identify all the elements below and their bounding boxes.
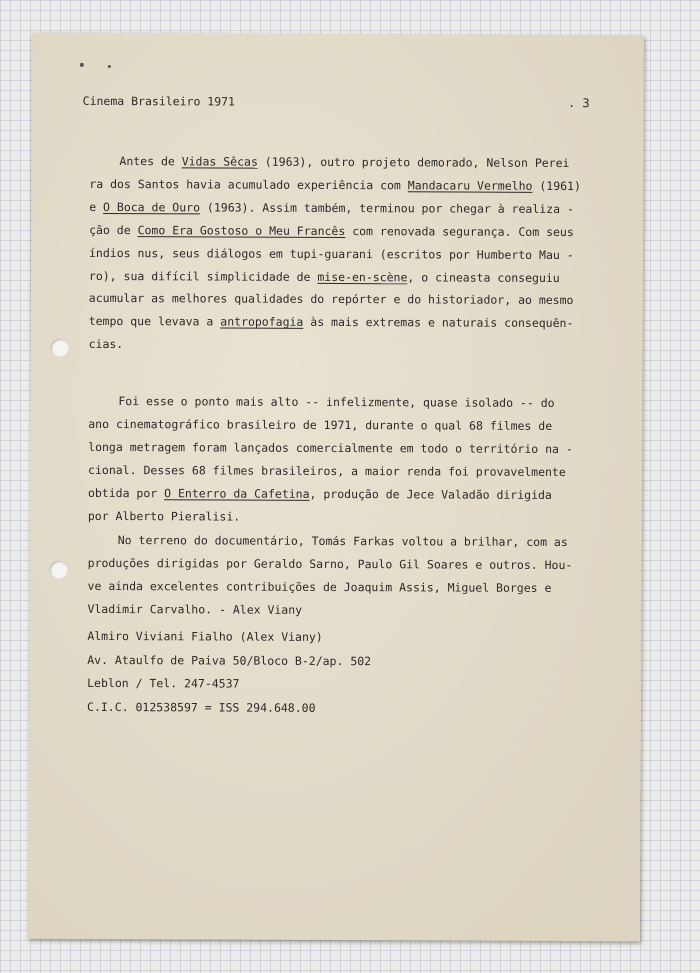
text-run: ve ainda excelentes contribuições de Joaquim Assis, Miguel Borges e [87,578,552,595]
text-run: longa metragem foram lançados comercialmente em todo o território na - [88,439,573,457]
text-run: produções dirigidas por Geraldo Sarno, Paulo Gil Soares e outros. Hou- [87,555,573,573]
text-run: (1961) [532,178,581,193]
body-line [118,394,554,410]
underlined-title: Como Era Gostoso o Meu Francês [137,222,346,238]
address-line: Leblon / Tel. 247-4537 [87,675,240,691]
text-run: obtida por [87,485,165,501]
text-run: tempo que levava a [88,314,221,329]
address-line: Almiro Viviani Fialho (Alex Viany) [87,628,323,644]
ink-speck [80,63,84,67]
text-run: Antes de [119,154,182,169]
body-line [89,200,574,216]
text-run: Vladimir Carvalho. - Alex Viany [87,601,303,617]
body-line [88,463,566,479]
text-run: (1963), outro projeto demorado, Nelson Perei [257,154,570,171]
address-line: C.I.C. 012538597 = ISS 294.648.00 [87,699,316,715]
text-run: acumular as melhores qualidades do repórter e do historiador, ao mesmo [88,291,574,308]
body-line [89,246,574,262]
text-run: por Alberto Pieralisi. [87,508,241,524]
text-run: cias. [88,337,124,352]
ink-speck [108,65,111,68]
body-line [119,154,569,170]
underlined-title: Vidas Sêcas [181,154,258,169]
punch-hole [51,339,69,357]
text-run: , o cineasta conseguiu [407,269,560,285]
body-line [89,223,574,239]
underlined-title: antropofagia [220,314,304,330]
body-line [89,337,124,351]
text-run: ro), sua difícil simplicidade de [88,268,318,284]
underlined-title: O Enterro da Cafetina [164,486,310,501]
body-line [88,509,240,524]
text-run: às mais extremas e naturais consequên- [303,315,574,331]
header-title: Cinema Brasileiro 1971 [82,93,236,109]
underlined-title: mise-en-scène [317,269,408,284]
text-run: e [89,199,104,214]
body-line [89,314,574,330]
body-line [88,556,573,572]
text-run: (1963). Assim também, terminou por chegar à realiza - [199,200,574,216]
typewritten-page [28,33,644,942]
text-run: ra dos Santos havia acumulado experiência com [89,176,408,193]
body-line [89,268,560,284]
text-run: Foi esse o ponto mais alto -- infelizmente, quase isolado -- do [118,394,555,410]
body-line [89,291,574,307]
body-line [89,177,581,193]
underlined-title: Mandacaru Vermelho [407,178,533,193]
text-run: , produção de Jece Valadão dirigida [309,486,552,502]
text-run: ção de [89,222,138,237]
punch-hole [50,561,68,579]
text-run: ano cinematográfico brasileiro de 1971, durante o qual 68 filmes de [88,416,553,433]
body-line [88,440,573,456]
body-line [88,579,552,595]
body-line [88,486,552,502]
underlined-title: O Boca de Ouro [103,199,201,215]
body-line [88,417,552,433]
page-number: . 3 [567,96,590,111]
body-line [118,533,568,549]
address-line: Av. Ataulfo de Paiva 50/Bloco B-2/ap. 502 [87,652,372,668]
body-line [87,602,302,617]
text-run: com renovada segurança. Com seus [345,223,574,239]
text-run: No terreno do documentário, Tomás Farkas voltou a brilhar, com as [117,533,568,550]
text-run: índios nus, seus diálogos em tupi-guarani (escritos por Humberto Mau - [88,245,574,262]
text-run: cional. Desses 68 filmes brasileiros, a maior renda foi provavelmente [88,462,566,480]
